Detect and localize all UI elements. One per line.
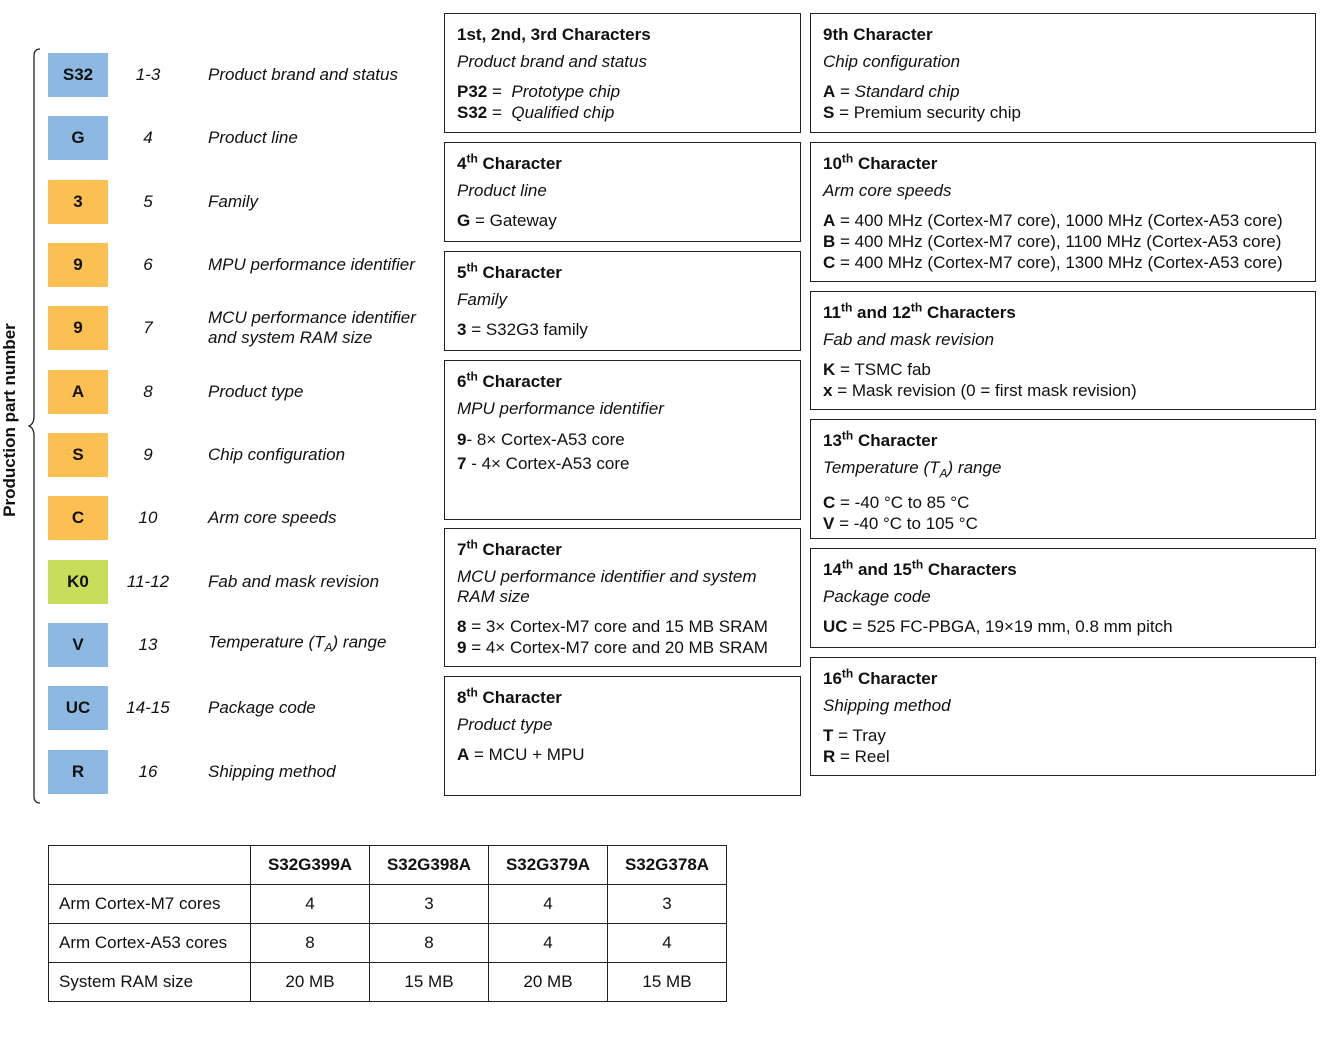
- card-item: [823, 616, 1303, 637]
- meaning-text: Product brand and status: [208, 65, 398, 84]
- subtitle-text: MCU performance identifier and system RAM size: [457, 567, 757, 606]
- code-box: A: [48, 370, 108, 414]
- character-card: [810, 13, 1316, 133]
- card-item: [457, 428, 788, 452]
- subtitle-text: Arm core speeds: [823, 181, 952, 200]
- subtitle-text: Product line: [457, 181, 547, 200]
- item-key: V: [823, 514, 835, 534]
- card-items: [823, 616, 1303, 637]
- card-item: [457, 81, 788, 102]
- item-separator: =: [466, 638, 486, 657]
- character-card: [810, 419, 1316, 539]
- card-item: [823, 725, 1303, 746]
- item-key: x: [823, 381, 833, 400]
- comparison-table: [48, 845, 727, 1002]
- meaning-text: Fab and mask revision: [208, 572, 380, 591]
- character-card: [444, 13, 801, 133]
- card-items: [823, 359, 1303, 401]
- meaning-text: Chip configuration: [208, 445, 346, 464]
- item-separator: =: [469, 745, 489, 764]
- card-item: [457, 319, 788, 340]
- card-items: [457, 319, 788, 340]
- table-cell: 4: [608, 924, 727, 963]
- item-key: A: [823, 211, 836, 230]
- code-meaning: [208, 382, 418, 402]
- table-header-cell: S32G378A: [608, 846, 727, 885]
- item-key: S: [823, 103, 835, 122]
- item-separator: =: [487, 82, 512, 101]
- code-meaning: [208, 698, 418, 718]
- item-value: Qualified chip: [511, 103, 615, 122]
- table-header-cell: S32G379A: [489, 846, 608, 885]
- character-position: 1-3: [135, 65, 161, 84]
- card-item: [457, 637, 788, 658]
- title-text: 14: [823, 560, 842, 579]
- code-box: S32: [48, 53, 108, 97]
- card-item: [823, 252, 1303, 273]
- character-position: 14-15: [126, 698, 170, 717]
- item-value: 4× Cortex-A53 core: [481, 454, 630, 473]
- card-item: [457, 102, 788, 123]
- card-items: [823, 81, 1303, 123]
- title-text: 6: [457, 372, 467, 391]
- row-label: System RAM size: [49, 963, 251, 1002]
- meaning-subscript: A: [324, 640, 333, 655]
- title-text: 11: [823, 303, 841, 322]
- card-items: [457, 210, 788, 231]
- table-row: [49, 885, 727, 924]
- title-superscript: th: [911, 557, 924, 572]
- table-cell: 3: [608, 885, 727, 924]
- character-card: [810, 142, 1316, 282]
- card-title: [823, 559, 1303, 581]
- card-item: [823, 380, 1303, 401]
- meaning-text: Arm core speeds: [208, 508, 337, 527]
- item-key: T: [823, 726, 834, 745]
- item-separator: =: [832, 381, 852, 400]
- card-item: [823, 746, 1303, 767]
- title-text: Character: [853, 431, 938, 450]
- item-value: Mask revision (0 = first mask revision): [851, 381, 1137, 400]
- item-separator: =: [466, 617, 486, 636]
- card-items: [823, 725, 1303, 767]
- table-cell: 15 MB: [608, 963, 727, 1002]
- item-key: A: [457, 745, 470, 764]
- character-card: [444, 360, 801, 520]
- character-card: [444, 528, 801, 667]
- card-title: [457, 24, 788, 46]
- card-title: [457, 371, 788, 393]
- item-value: Standard chip: [854, 82, 960, 101]
- code-box: R: [48, 750, 108, 794]
- code-meaning: [208, 128, 418, 148]
- card-subtitle: [823, 587, 1303, 607]
- item-key: 7: [457, 454, 467, 473]
- item-value: 4× Cortex-M7 core and 20 MB SRAM: [485, 638, 768, 657]
- brace-bracket: [28, 48, 42, 804]
- card-subtitle: [823, 330, 1303, 350]
- item-value: 8× Cortex-A53 core: [476, 430, 625, 449]
- item-value: -40 °C to 105 °C: [853, 514, 978, 534]
- character-card: [810, 657, 1316, 776]
- card-subtitle: [823, 696, 1303, 716]
- item-key: 9: [457, 430, 467, 449]
- card-item: [823, 359, 1303, 380]
- item-separator: -: [466, 454, 482, 473]
- subtitle-text: Product brand and status: [457, 52, 647, 71]
- item-value: 400 MHz (Cortex-M7 core), 1000 MHz (Cortex-A53 core): [854, 211, 1283, 230]
- code-box: C: [48, 496, 108, 540]
- meaning-text: Family: [208, 192, 259, 211]
- subtitle-text: Product type: [457, 715, 553, 734]
- title-text: Characters: [923, 560, 1017, 579]
- subtitle-text: Temperature (T: [823, 458, 940, 477]
- code-meaning: [208, 508, 418, 528]
- title-superscript: th: [466, 369, 478, 384]
- title-text: 7: [457, 540, 467, 559]
- item-value: 400 MHz (Cortex-M7 core), 1300 MHz (Cortex-A53 core): [854, 253, 1283, 272]
- card-subtitle: [823, 52, 1303, 72]
- card-subtitle: [823, 181, 1303, 201]
- card-item: [457, 616, 788, 637]
- title-text: 9th Character: [823, 25, 933, 44]
- title-superscript: th: [466, 537, 478, 552]
- code-box: V: [48, 623, 108, 667]
- code-row: [48, 750, 428, 794]
- subtitle-tail: ) range: [947, 458, 1002, 477]
- table-cell: 20 MB: [489, 963, 608, 1002]
- card-item: [823, 513, 1303, 534]
- meaning-text: MPU performance identifier: [208, 255, 415, 274]
- card-subtitle: [823, 458, 1303, 483]
- title-superscript: th: [466, 685, 478, 700]
- item-value: 525 FC-PBGA, 19×19 mm, 0.8 mm pitch: [866, 617, 1173, 636]
- card-item: [457, 744, 788, 765]
- item-value: 3× Cortex-M7 core and 15 MB SRAM: [485, 617, 768, 636]
- title-text: 4: [457, 154, 467, 173]
- code-box: 9: [48, 243, 108, 287]
- subtitle-text: Fab and mask revision: [823, 330, 995, 349]
- title-superscript: th: [466, 151, 478, 166]
- item-key: P32: [457, 82, 488, 101]
- item-value: Premium security chip: [853, 103, 1021, 122]
- character-card: [444, 251, 801, 351]
- card-item: [823, 102, 1303, 123]
- title-text: Character: [477, 540, 562, 559]
- subtitle-text: Family: [457, 290, 508, 309]
- title-text: Character: [477, 263, 562, 282]
- card-title: [823, 24, 1303, 46]
- character-position: 4: [143, 128, 153, 147]
- card-subtitle: [457, 181, 788, 201]
- code-row: [48, 116, 428, 160]
- title-superscript: th: [841, 428, 854, 443]
- subtitle-text: MPU performance identifier: [457, 399, 664, 418]
- item-separator: =: [835, 232, 855, 251]
- item-key: A: [823, 82, 836, 101]
- item-value: MCU + MPU: [488, 745, 585, 764]
- card-item: [457, 210, 788, 231]
- character-position: 13: [138, 635, 158, 654]
- title-text: 5: [457, 263, 467, 282]
- title-text: 10: [823, 154, 842, 173]
- item-separator: =: [835, 493, 855, 513]
- item-separator: =: [847, 617, 867, 636]
- item-value: Reel: [854, 747, 890, 766]
- meaning-text: MCU performance identifier and system RAM size: [208, 308, 416, 347]
- item-separator: =: [835, 82, 855, 101]
- card-subtitle: [457, 715, 788, 735]
- card-title: [823, 302, 1303, 324]
- row-label: Arm Cortex-M7 cores: [49, 885, 251, 924]
- character-card: [444, 142, 801, 242]
- title-text: and 12: [852, 303, 911, 322]
- item-separator: -: [466, 430, 477, 449]
- card-subtitle: [457, 52, 788, 72]
- card-subtitle: [457, 290, 788, 310]
- table-cell: 8: [370, 924, 489, 963]
- axis-label: Production part number: [0, 323, 19, 517]
- item-value: Tray: [852, 726, 886, 745]
- item-separator: =: [487, 103, 512, 122]
- item-separator: =: [835, 253, 855, 272]
- character-card: [810, 548, 1316, 648]
- title-text: Character: [477, 154, 562, 173]
- item-key: R: [823, 747, 836, 766]
- character-position: 7: [143, 318, 153, 337]
- title-superscript: th: [910, 300, 923, 315]
- table-corner-cell: [49, 846, 251, 885]
- card-item: [823, 492, 1303, 513]
- item-key: 8: [457, 617, 467, 636]
- character-position: 9: [143, 445, 153, 464]
- code-meaning: [208, 308, 418, 348]
- title-text: Characters: [922, 303, 1016, 322]
- title-superscript: th: [841, 666, 854, 681]
- table-header-row: [49, 846, 727, 885]
- code-box: 9: [48, 306, 108, 350]
- meaning-text: Product type: [208, 382, 304, 401]
- title-text: Character: [853, 669, 938, 688]
- code-meaning: [208, 192, 418, 212]
- item-separator: =: [834, 103, 854, 122]
- code-row: [48, 686, 428, 730]
- item-key: 3: [457, 320, 467, 339]
- item-separator: =: [835, 360, 855, 379]
- card-title: [457, 687, 788, 709]
- table-cell: 4: [489, 924, 608, 963]
- title-superscript: th: [466, 260, 478, 275]
- table-row: [49, 924, 727, 963]
- code-meaning: [208, 632, 418, 657]
- character-position: 5: [143, 192, 153, 211]
- item-value: TSMC fab: [854, 360, 931, 379]
- meaning-text: Temperature (T: [208, 632, 325, 652]
- item-separator: =: [466, 320, 486, 339]
- card-title: [823, 668, 1303, 690]
- card-item: [823, 81, 1303, 102]
- meaning-text: Package code: [208, 698, 316, 717]
- table-header-cell: S32G399A: [251, 846, 370, 885]
- card-item: [457, 452, 788, 476]
- title-text: and 15: [853, 560, 912, 579]
- code-box: UC: [48, 686, 108, 730]
- card-title: [457, 539, 788, 561]
- code-row: [48, 53, 428, 97]
- item-separator: =: [833, 726, 853, 745]
- title-text: Character: [477, 372, 562, 391]
- card-item: [823, 210, 1303, 231]
- title-text: Character: [477, 688, 562, 707]
- card-subtitle: [457, 567, 788, 607]
- item-separator: =: [470, 211, 490, 230]
- character-card: [810, 291, 1316, 410]
- title-superscript: th: [841, 151, 854, 166]
- title-text: 1st, 2nd, 3rd Characters: [457, 25, 651, 44]
- title-text: 13: [823, 431, 842, 450]
- card-title: [823, 153, 1303, 175]
- table-row: [49, 963, 727, 1002]
- item-key: C: [823, 493, 836, 513]
- code-row: [48, 623, 428, 667]
- card-items: [457, 616, 788, 658]
- subtitle-subscript: A: [939, 466, 948, 481]
- meaning-text: Shipping method: [208, 762, 336, 781]
- item-separator: =: [834, 514, 854, 534]
- subtitle-text: Shipping method: [823, 696, 951, 715]
- code-row: [48, 433, 428, 477]
- item-separator: =: [835, 747, 855, 766]
- title-text: 16: [823, 669, 842, 688]
- character-position: 10: [138, 508, 158, 527]
- subtitle-text: Chip configuration: [823, 52, 961, 71]
- card-title: [457, 262, 788, 284]
- code-box: G: [48, 116, 108, 160]
- table-cell: 8: [251, 924, 370, 963]
- code-row: [48, 496, 428, 540]
- item-key: K: [823, 360, 836, 379]
- code-row: [48, 180, 428, 224]
- code-meaning: [208, 762, 418, 782]
- code-meaning: [208, 255, 418, 275]
- table-cell: 4: [489, 885, 608, 924]
- card-items: [457, 428, 788, 476]
- item-value: S32G3 family: [485, 320, 588, 339]
- code-meaning: [208, 445, 418, 465]
- code-meaning: [208, 572, 418, 592]
- character-position: 16: [138, 762, 158, 781]
- code-row: [48, 560, 428, 604]
- character-position: 11-12: [126, 572, 170, 591]
- item-value: -40 °C to 85 °C: [854, 493, 970, 513]
- card-items: [823, 492, 1303, 534]
- table-cell: 3: [370, 885, 489, 924]
- title-superscript: th: [840, 300, 853, 315]
- character-card: [444, 676, 801, 796]
- meaning-text: Product line: [208, 128, 298, 147]
- item-value: Gateway: [489, 211, 557, 230]
- meaning-tail: ) range: [332, 632, 387, 652]
- character-position: 6: [143, 255, 153, 274]
- item-key: B: [823, 232, 836, 251]
- card-items: [823, 210, 1303, 273]
- item-key: G: [457, 211, 471, 230]
- code-row: [48, 306, 428, 350]
- card-subtitle: [457, 399, 788, 419]
- card-title: [457, 153, 788, 175]
- item-separator: =: [835, 211, 855, 230]
- item-key: UC: [823, 617, 848, 636]
- code-row: [48, 370, 428, 414]
- code-box: K0: [48, 560, 108, 604]
- item-value: 400 MHz (Cortex-M7 core), 1100 MHz (Cortex-A53 core): [854, 232, 1282, 251]
- title-superscript: th: [841, 557, 854, 572]
- code-meaning: [208, 65, 418, 85]
- title-text: Character: [853, 154, 938, 173]
- code-box: S: [48, 433, 108, 477]
- title-text: 8: [457, 688, 467, 707]
- code-row: [48, 243, 428, 287]
- subtitle-text: Package code: [823, 587, 931, 606]
- table-cell: 4: [251, 885, 370, 924]
- item-key: C: [823, 253, 836, 272]
- item-key: S32: [457, 103, 488, 122]
- item-value: Prototype chip: [511, 82, 621, 101]
- card-title: [823, 430, 1303, 452]
- row-label: Arm Cortex-A53 cores: [49, 924, 251, 963]
- table-header-cell: S32G398A: [370, 846, 489, 885]
- item-key: 9: [457, 638, 467, 657]
- table-cell: 15 MB: [370, 963, 489, 1002]
- character-position: 8: [143, 382, 153, 401]
- code-box: 3: [48, 180, 108, 224]
- card-items: [457, 81, 788, 123]
- table-cell: 20 MB: [251, 963, 370, 1002]
- card-item: [823, 231, 1303, 252]
- card-items: [457, 744, 788, 765]
